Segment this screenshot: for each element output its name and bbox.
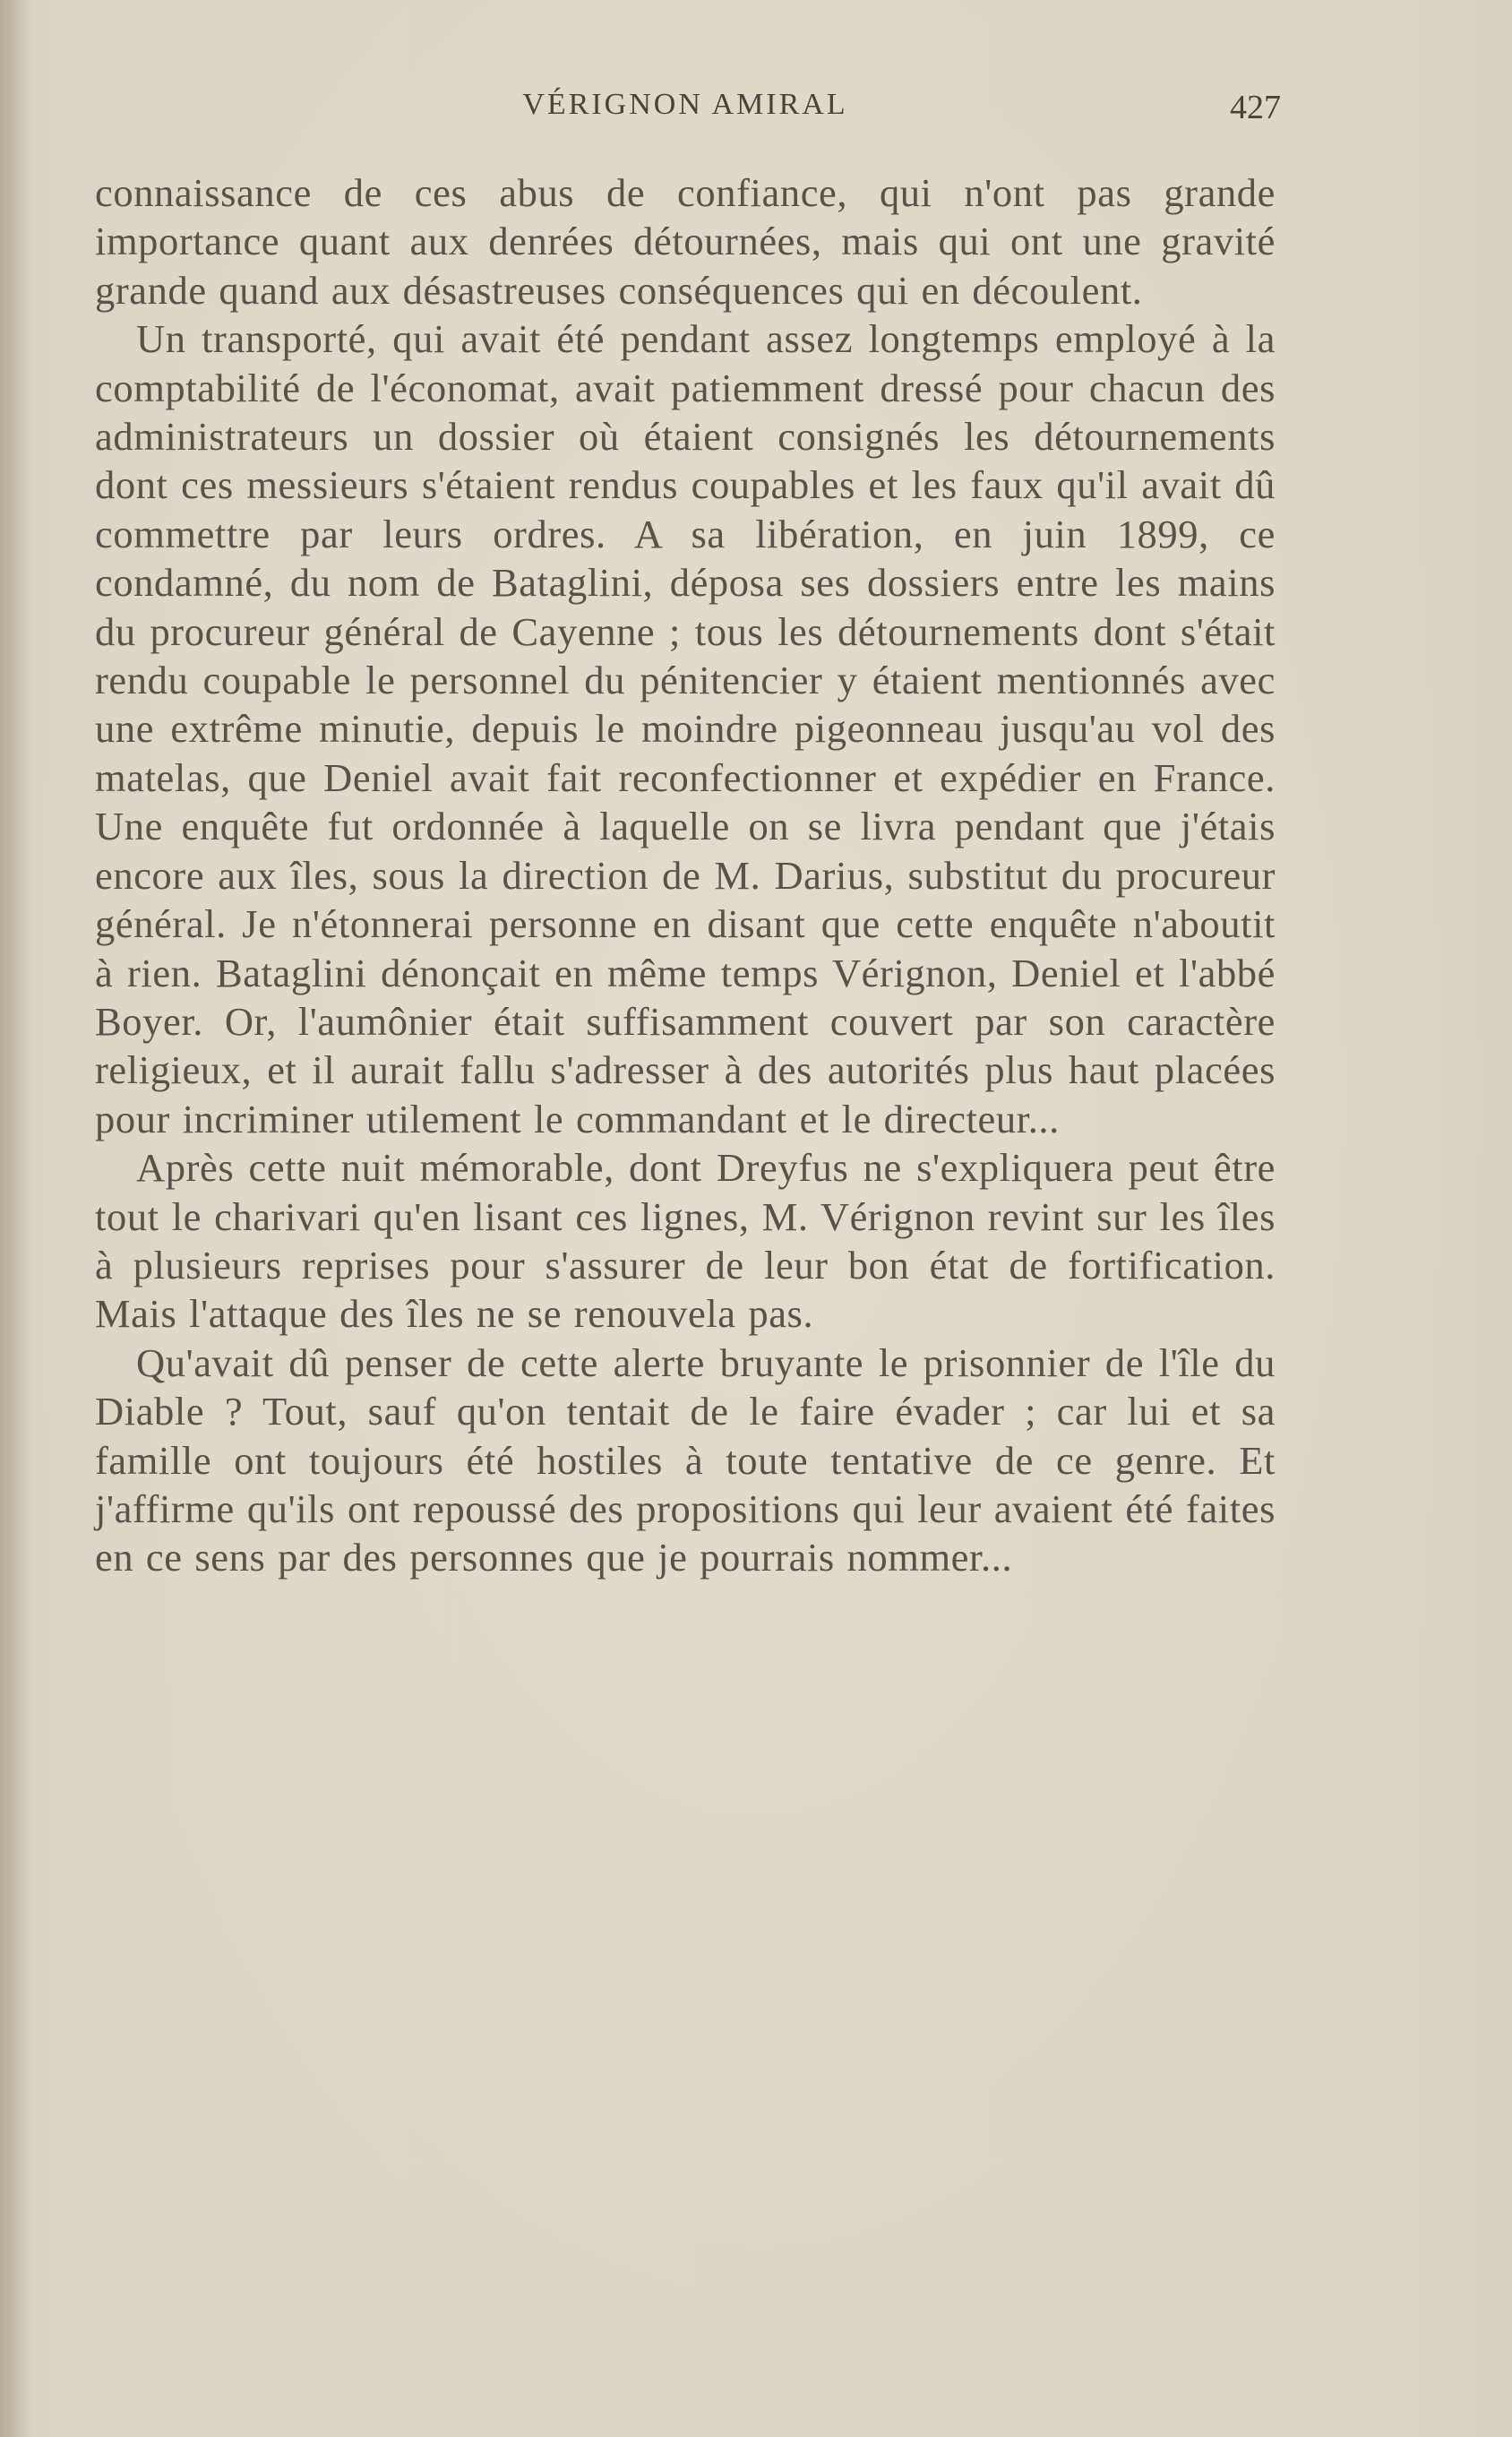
- running-head: VÉRIGNON AMIRAL: [522, 88, 848, 121]
- spine-shadow: [0, 0, 30, 2437]
- page-number: 427: [1230, 89, 1281, 126]
- paragraph-4: Qu'avait dû penser de cette alerte bruyante le prisonnier de l'île du Diable ? Tout, sauf qu'on tentait de le faire évader ; car lui et sa famille ont toujours été hostiles à toute tentative de ce genre. Et j'affirme qu'ils ont repoussé des propositions qui leur avaient été faites en ce sens par des personnes que je pourrais nommer...: [95, 1339, 1276, 1580]
- paragraph-1: connaissance de ces abus de confiance, qui n'ont pas grande importance quant aux denrées détournées, mais qui ont une gravité grande quand aux désastreuses conséquences qui en découlent.: [95, 170, 1276, 313]
- page-header: [90, 88, 1281, 133]
- paragraph-3: Après cette nuit mémorable, dont Dreyfus ne s'expliquera peut être tout le charivari qu'en lisant ces lignes, M. Vérignon revint sur les îles à plusieurs reprises pour s'assurer de leur bon état de fortification. Mais l'attaque des îles ne se renouvela pas.: [95, 1145, 1276, 1337]
- paragraph-2: Un transporté, qui avait été pendant assez longtemps employé à la comptabilité de l'économat, avait patiemment dressé pour chacun des administrateurs un dossier où étaient consignés les détournements dont ces messieurs s'étaient rendus coupables et les faux qu'il avait dû commettre par leurs ordres. A sa libération, en juin 1899, ce condamné, du nom de Bataglini, déposa ses dossiers entre les mains du procureur général de Cayenne ; tous les détournements dont s'était rendu coupable le personnel du pénitencier y étaient mentionnés avec une extrême minutie, depuis le moindre pigeonneau jusqu'au vol des matelas, que Deniel avait fait reconfectionner et expédier en France. Une enquête fut ordonnée à laquelle on se livra pendant que j'étais encore aux îles, sous la direction de M. Darius, substitut du procureur général. Je n'étonnerai personne en disant que cette enquête n'aboutit à rien. Bataglini dénonçait en même temps Vérignon, Deniel et l'abbé Boyer. Or, l'aumônier était suffisamment couvert par son caractère religieux, et il aurait fallu s'adresser à des autorités plus haut placées pour incriminer utilement le commandant et le directeur...: [95, 316, 1276, 1141]
- body-text: [95, 168, 1276, 1582]
